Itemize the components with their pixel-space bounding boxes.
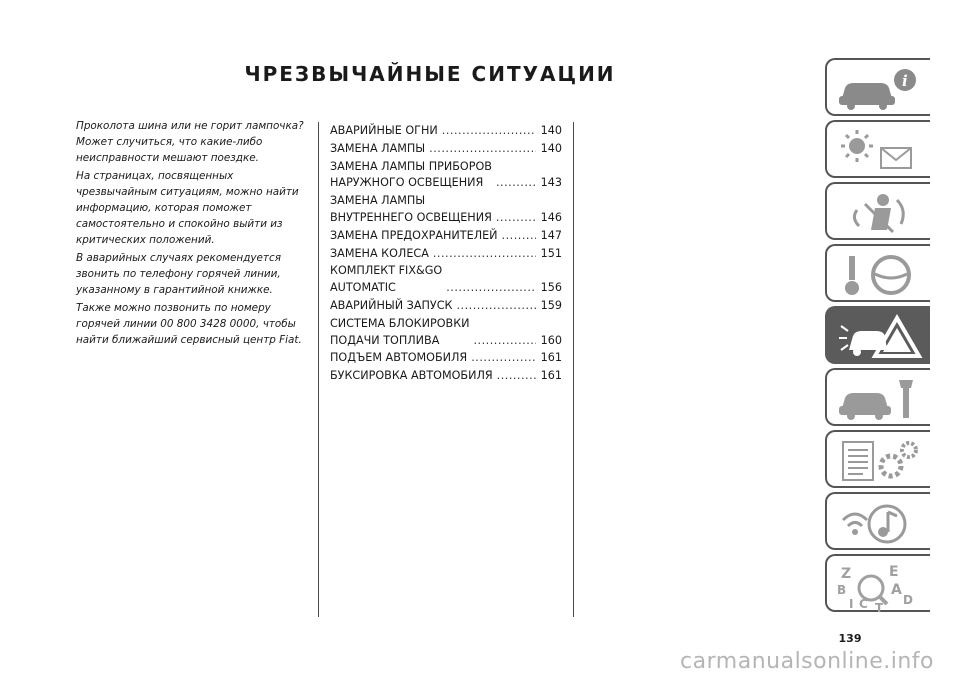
- toc-entry-title: ЗАМЕНА ЛАМПЫ ВНУТРЕННЕГО ОСВЕЩЕНИЯ: [330, 194, 492, 224]
- intro-paragraph: Также можно позвонить по номеру горячей линии 00 800 3428 0000, чтобы найти ближайший сервисный центр Fiat.: [76, 302, 302, 346]
- toc-leader-dots: [496, 210, 536, 227]
- toc-entry-title: ЗАМЕНА ЛАМПЫ ПРИБОРОВ НАРУЖНОГО ОСВЕЩЕНИЯ: [330, 159, 492, 190]
- tab-car-service[interactable]: [825, 368, 930, 426]
- emergency-icon: [835, 314, 925, 360]
- svg-text:D: D: [903, 593, 913, 607]
- tab-emergency[interactable]: [825, 306, 930, 364]
- toc-entry-title: АВАРИЙНЫЙ ЗАПУСК: [330, 298, 453, 312]
- toc-entry-page: 143: [540, 176, 562, 190]
- multimedia-icon: [835, 500, 925, 546]
- column-divider-left: [318, 122, 319, 617]
- toc-entry-page: 146: [540, 210, 562, 224]
- toc-entry[interactable]: [330, 193, 562, 227]
- svg-text:I: I: [849, 597, 854, 611]
- table-of-contents: [330, 123, 562, 386]
- toc-entry[interactable]: [330, 368, 562, 385]
- key-steering-wheel-icon: [835, 252, 925, 298]
- technical-data-icon: [835, 438, 925, 484]
- toc-leader-dots: [497, 368, 536, 385]
- toc-entry-page: 140: [540, 141, 562, 155]
- toc-entry-title: ЗАМЕНА КОЛЕСА: [330, 246, 429, 260]
- tab-multimedia[interactable]: [825, 492, 930, 550]
- warning-lights-icon: [835, 128, 925, 174]
- page-number: 139: [838, 632, 862, 645]
- toc-entry-title: ЗАМЕНА ЛАМПЫ: [330, 141, 426, 155]
- page-title: ЧРЕЗВЫЧАЙНЫЕ СИТУАЦИИ: [244, 62, 616, 86]
- column-divider-right: [573, 122, 574, 617]
- toc-entry-page: 140: [540, 124, 562, 137]
- svg-text:T: T: [875, 601, 884, 612]
- toc-entry-title: ПОДЪЕМ АВТОМОБИЛЯ: [330, 351, 468, 365]
- svg-text:i: i: [902, 72, 908, 90]
- toc-entry[interactable]: [330, 298, 562, 315]
- toc-entry[interactable]: [330, 246, 562, 263]
- svg-text:Z: Z: [841, 566, 852, 582]
- toc-entry[interactable]: [330, 316, 562, 350]
- toc-entry[interactable]: [330, 228, 562, 245]
- svg-text:E: E: [889, 564, 899, 580]
- toc-entry-title: БУКСИРОВКА АВТОМОБИЛЯ: [330, 369, 493, 383]
- toc-entry-page: 160: [540, 333, 562, 347]
- toc-entry[interactable]: [330, 159, 562, 193]
- intro-paragraph: В аварийных случаях рекомендуется звонить по телефону горячей линии, указанному в гарантийной книжке.: [76, 252, 281, 296]
- tab-safety[interactable]: [825, 182, 930, 240]
- toc-entry-page: 151: [540, 246, 562, 260]
- svg-text:B: B: [837, 583, 847, 597]
- toc-entry-title: СИСТЕМА БЛОКИРОВКИ ПОДАЧИ ТОПЛИВА: [330, 316, 470, 347]
- tab-index[interactable]: [825, 554, 930, 612]
- toc-entry-page: 156: [540, 281, 562, 295]
- svg-text:A: A: [891, 582, 902, 598]
- safety-airbag-icon: [835, 190, 925, 236]
- svg-text:C: C: [859, 597, 868, 611]
- toc-leader-dots: [496, 175, 536, 192]
- toc-leader-dots: [429, 141, 536, 158]
- intro-paragraph: На страницах, посвященных чрезвычайным ситуациям, можно найти информацию, которая поможет самостоятельно и спокойно выйти из критических положений.: [76, 170, 299, 246]
- intro-paragraph: Проколота шина или не горит лампочка? Может случиться, что какие-либо неисправности мешают поездке.: [76, 120, 304, 164]
- car-info-icon: [835, 66, 925, 112]
- index-abc-icon: [835, 562, 925, 612]
- toc-entry[interactable]: [330, 123, 562, 140]
- toc-leader-dots: [442, 123, 536, 140]
- toc-entry[interactable]: [330, 263, 562, 297]
- watermark: carmanualsonline.info: [680, 649, 934, 674]
- toc-entry-page: 159: [540, 298, 562, 312]
- toc-entry[interactable]: [330, 141, 562, 158]
- toc-leader-dots: [502, 228, 536, 245]
- toc-leader-dots: [456, 298, 536, 315]
- tab-key-steering[interactable]: [825, 244, 930, 302]
- toc-entry[interactable]: [330, 350, 562, 367]
- toc-entry-page: 161: [540, 369, 562, 383]
- toc-entry-page: 161: [540, 351, 562, 365]
- tab-technical-data[interactable]: [825, 430, 930, 488]
- toc-entry-title: КОМПЛЕКТ FIX&GO AUTOMATIC: [330, 264, 443, 295]
- tab-car-info[interactable]: [825, 58, 930, 116]
- car-service-icon: [835, 376, 925, 422]
- toc-entry-page: 147: [540, 228, 562, 242]
- intro-text: [76, 118, 316, 350]
- toc-leader-dots: [433, 246, 536, 263]
- toc-entry-title: ЗАМЕНА ПРЕДОХРАНИТЕЛЕЙ: [330, 228, 498, 242]
- toc-leader-dots: [471, 350, 536, 367]
- tab-warning-lights[interactable]: [825, 120, 930, 178]
- toc-leader-dots: [474, 333, 537, 350]
- toc-leader-dots: [446, 280, 536, 297]
- toc-entry-title: АВАРИЙНЫЕ ОГНИ: [330, 124, 438, 137]
